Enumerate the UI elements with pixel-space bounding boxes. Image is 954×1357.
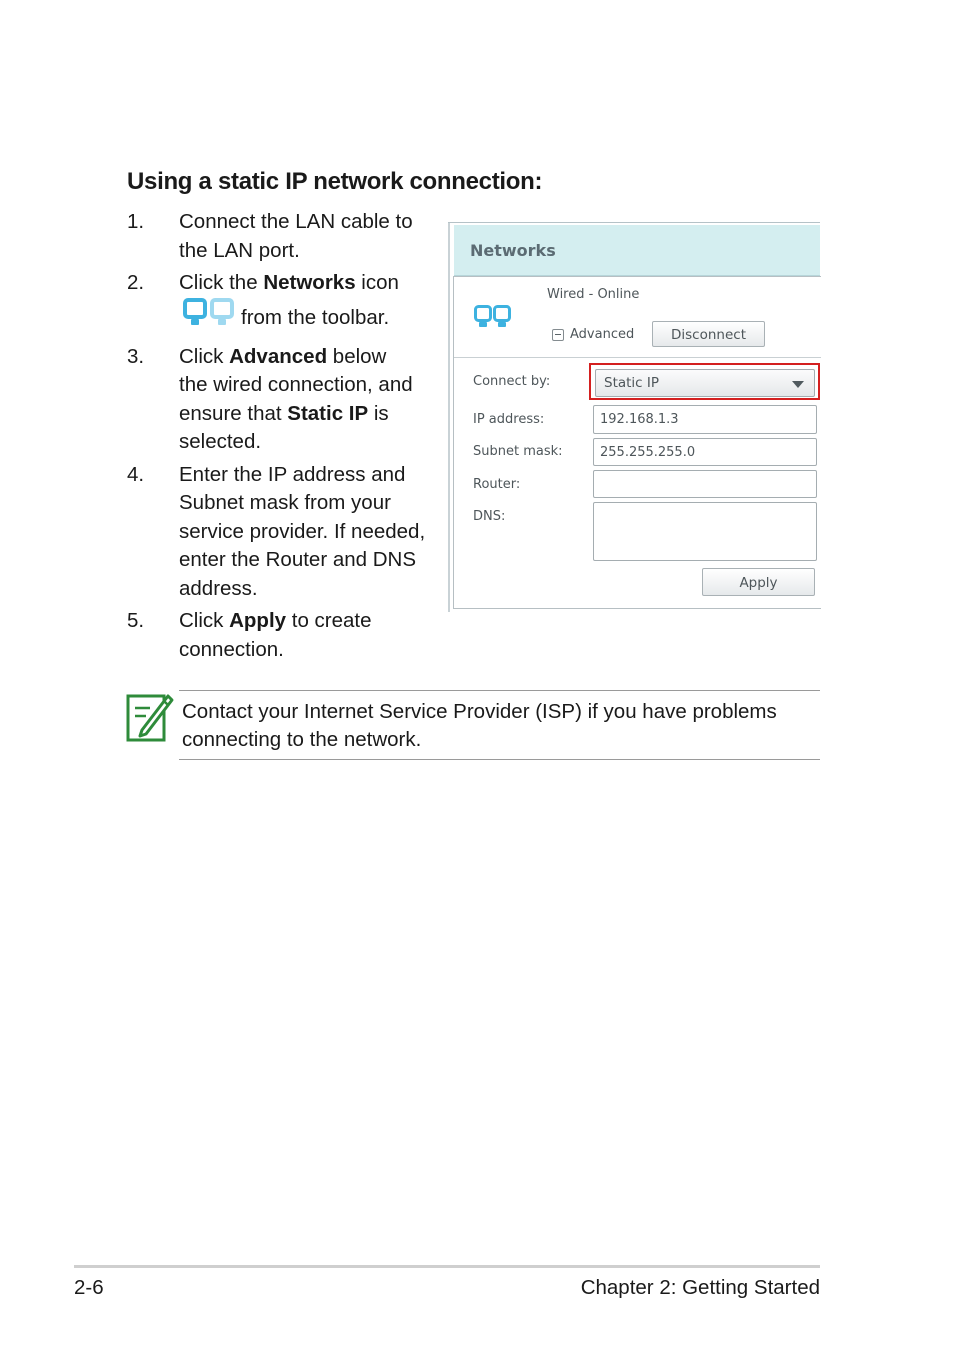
step-bold-term: Advanced xyxy=(229,344,328,368)
step-text: Subnet mask from your xyxy=(179,491,391,514)
step-number: 1. xyxy=(127,210,145,233)
step-text-part: icon xyxy=(355,271,399,294)
step-bold-term: Apply xyxy=(229,609,287,632)
step-2 xyxy=(127,269,437,339)
networks-header xyxy=(454,225,820,276)
disconnect-button[interactable]: Disconnect xyxy=(652,321,765,347)
networks-title: Networks xyxy=(470,241,556,260)
step-text xyxy=(179,269,437,298)
step-text-part: below xyxy=(327,344,387,368)
step-text-part: to create xyxy=(286,609,372,632)
step-number: 3. xyxy=(127,344,145,368)
connection-status: Wired - Online xyxy=(547,287,640,302)
networks-panel xyxy=(448,222,820,612)
divider xyxy=(454,357,821,358)
step-text-part: Click xyxy=(179,344,230,368)
step-5 xyxy=(127,607,437,664)
step-text-part: Click the xyxy=(179,271,264,294)
note-bottom-rule xyxy=(179,759,820,760)
step-text xyxy=(179,607,437,636)
step-text: Enter the IP address and xyxy=(179,462,406,486)
note-line: connecting to the network. xyxy=(182,728,422,751)
step-text-part: ensure that xyxy=(179,401,288,425)
router-label: Router: xyxy=(473,477,521,492)
step-3 xyxy=(127,343,437,457)
step-4 xyxy=(127,461,437,604)
dns-label: DNS: xyxy=(473,509,506,524)
note-pencil-icon xyxy=(126,690,174,749)
step-text: the wired connection, and xyxy=(179,373,413,396)
step-text-part: Click xyxy=(179,609,230,632)
wired-network-icon xyxy=(474,305,512,336)
connect-by-value: Static IP xyxy=(604,375,660,391)
step-bold-term: Networks xyxy=(263,271,356,294)
chapter-title: Chapter 2: Getting Started xyxy=(580,1276,820,1299)
note-top-rule xyxy=(179,690,820,691)
dropdown-arrow-icon xyxy=(792,381,804,388)
instruction-steps xyxy=(127,208,437,668)
step-text: service provider. If needed, xyxy=(179,519,426,543)
connect-by-select[interactable] xyxy=(595,369,815,397)
dns-input[interactable] xyxy=(593,502,817,561)
step-text xyxy=(179,400,437,429)
ip-address-input[interactable]: 192.168.1.3 xyxy=(593,405,817,434)
network-icon xyxy=(183,298,235,339)
step-text: selected. xyxy=(179,430,262,453)
step-text xyxy=(179,343,437,372)
ip-address-label: IP address: xyxy=(473,412,545,427)
panel-frame xyxy=(448,222,450,612)
step-text: address. xyxy=(179,576,258,600)
step-number: 4. xyxy=(127,462,145,486)
step-number: 2. xyxy=(127,271,145,294)
note-line: Contact your Internet Service Provider (ISP) if you have problems xyxy=(182,700,777,723)
step-text: enter the Router and DNS xyxy=(179,548,417,571)
connect-by-label: Connect by: xyxy=(473,374,551,389)
router-input[interactable] xyxy=(593,470,817,498)
step-text xyxy=(179,298,437,339)
section-heading: Using a static IP network connection: xyxy=(127,168,543,195)
advanced-checkbox[interactable] xyxy=(552,329,564,341)
subnet-mask-label: Subnet mask: xyxy=(473,444,563,459)
panel-frame xyxy=(448,222,820,223)
step-1 xyxy=(127,208,437,265)
step-text-part: from the toolbar. xyxy=(241,305,390,329)
step-text-part: is xyxy=(368,401,389,425)
subnet-mask-input[interactable]: 255.255.255.0 xyxy=(593,438,817,466)
advanced-label[interactable]: Advanced xyxy=(570,327,635,342)
step-text: the LAN port. xyxy=(179,238,300,262)
page-number: 2-6 xyxy=(74,1276,104,1299)
step-bold-term: Static IP xyxy=(287,401,369,425)
footer-rule xyxy=(74,1265,820,1268)
step-text: connection. xyxy=(179,637,284,661)
step-text: Connect the LAN cable to xyxy=(179,210,413,233)
networks-body xyxy=(453,276,821,609)
note-text xyxy=(182,698,822,754)
apply-button[interactable]: Apply xyxy=(702,568,815,596)
step-number: 5. xyxy=(127,609,145,632)
